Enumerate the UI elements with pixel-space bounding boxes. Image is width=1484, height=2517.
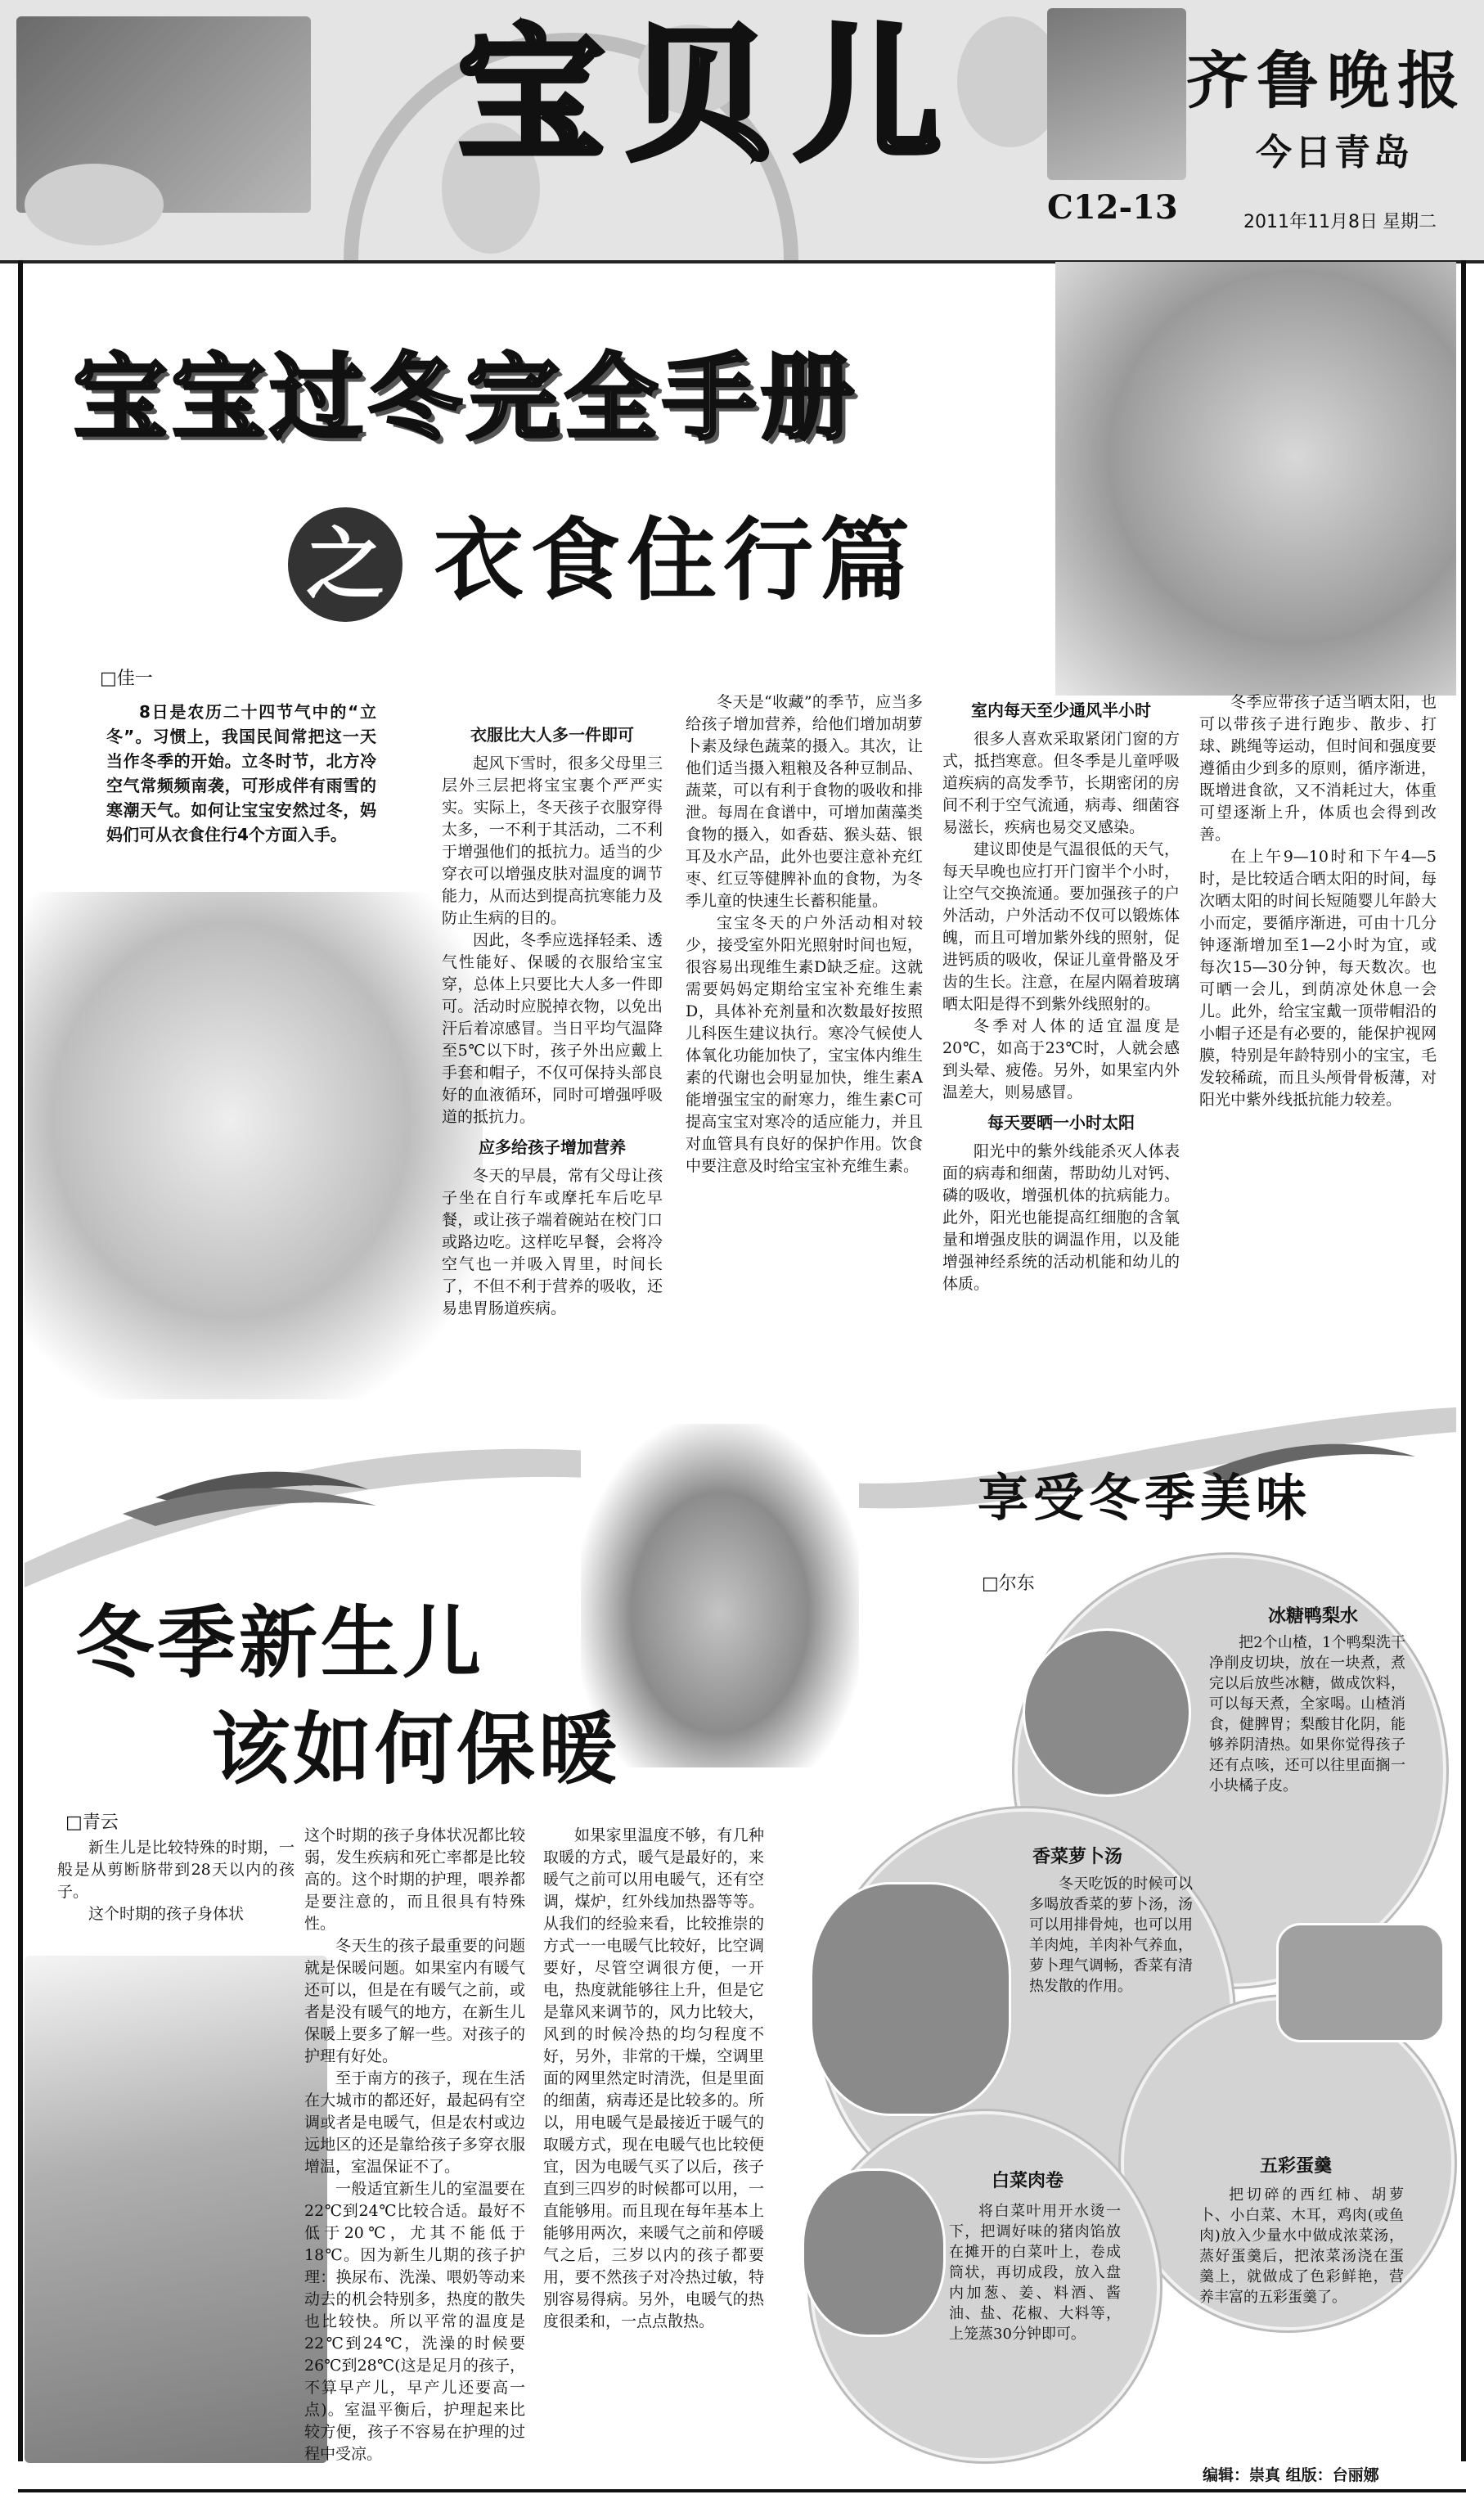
recipe3-title: 五彩蛋羹 bbox=[1260, 2156, 1333, 2177]
article1-column1 bbox=[442, 716, 663, 1320]
article3-byline: □尔东 bbox=[982, 1574, 1035, 1594]
recipe3-text-body: 把切碎的西红柿、胡萝卜、小白菜、木耳，鸡肉(或鱼肉)放入少量水中做成浓菜汤，蒸好蛋羹后，把浓菜汤浇在蛋羹上，就做成了色彩鲜艳，营养丰富的五彩蛋羹了。 bbox=[1199, 2186, 1404, 2306]
article2-column1 bbox=[57, 1837, 295, 1925]
article2-p5: 一般适宜新生儿的室温要在22℃到24℃比较合适。最好不低于20℃，尤其不能低于18℃。因为新生儿期的孩子护理：换尿布、洗澡、喂奶等动来动去的机会特别多，热度的散失也比较快。所以平常的温度是22℃到24℃，洗澡的时候要26℃到28℃(这是足月的孩子，不算早产儿，早产儿还要高一点)。室温平衡后，护理起来比较方便，孩子不容易在护理的过程中受凉。 bbox=[304, 2180, 525, 2463]
article1-column2 bbox=[686, 691, 923, 1177]
editors-credit: 编辑：崇真 组版：台丽娜 bbox=[1203, 2466, 1379, 2484]
article2-p1: 新生儿是比较特殊的时期，一般是从剪断脐带到28天以内的孩子。 bbox=[57, 1839, 295, 1901]
page-code: C12-13 bbox=[1047, 188, 1178, 227]
article2-headline-line2: 该如何保暖 bbox=[211, 1704, 620, 1795]
radish-soup-photo bbox=[810, 1882, 1011, 2116]
recipe2-text-body: 冬天吃饭的时候可以多喝放香菜的萝卜汤，汤可以用排骨炖，也可以用羊肉炖，羊肉补气养血，萝卜理气调畅，香菜有清热发散的作用。 bbox=[1029, 1875, 1193, 1995]
article1-sec3-p2: 建议即使是气温很低的天气，每天早晚也应打开门窗半个小时，让空气交换流通。要加强孩子的户外活动，户外活动不仅可以锻炼体魄，而且可增加紫外线的照射，促进钙质的吸收，保证儿童骨骼及牙齿的生长。注意，在屋内隔着玻璃晒太阳是得不到紫外线照射的。 bbox=[942, 840, 1180, 1013]
article1-sec2-title: 应多给孩子增加营养 bbox=[479, 1137, 626, 1157]
article2-byline: □青云 bbox=[65, 1812, 119, 1833]
cabbage-roll-photo bbox=[802, 2168, 946, 2337]
pear-soup-photo bbox=[1023, 1628, 1191, 1797]
article1-byline: □佳一 bbox=[100, 669, 153, 689]
article1-sec1-p1: 起风下雪时，很多父母里三层外三层把将宝宝裹个严严实实。实际上，冬天孩子衣服穿得太多，一不利于其活动，二不利于增强他们的抵抗力。适当的少穿衣可以增强皮肤对温度的调节能力，从而达到提高抗寒能力及防止生病的目的。 bbox=[442, 754, 663, 927]
article1-headline: 宝宝过冬完全手册 bbox=[74, 344, 860, 453]
recipe2-text bbox=[1029, 1874, 1193, 1997]
article2-headline-line1: 冬季新生儿 bbox=[75, 1597, 484, 1689]
article1-headline-connector: 之 bbox=[288, 507, 402, 622]
article1-sec1-p2: 因此，冬季应选择轻柔、透气性能好、保暖的衣服给宝宝穿，总体上只要比大人多一件即可。活动时应脱掉衣物，以免出汗后着凉感冒。当日平均气温降至5℃以下时，孩子外出应戴上手套和帽子，不仅可保持头部良好的血液循环，同时可增强呼吸道的抵抗力。 bbox=[442, 931, 663, 1126]
recipe1-title: 冰糖鸭梨水 bbox=[1268, 1606, 1359, 1627]
article2-p4: 至于南方的孩子，现在生活在大城市的都还好，最起码有空调或者是电暖气，但是农村或边远地区的还是靠给孩子多穿衣服增温，室温保证不了。 bbox=[304, 2069, 525, 2176]
issue-weekday: 星期二 bbox=[1383, 212, 1437, 232]
right-page-rule bbox=[1461, 260, 1466, 2461]
edition-name: 今日青岛 bbox=[1256, 132, 1413, 173]
article2-column3 bbox=[543, 1825, 764, 2333]
article1-sec3-p3: 冬季对人体的适宜温度是20℃，如高于23℃时，人就会感到头晕、疲倦。另外，如果室内外温差大，则易感冒。 bbox=[942, 1017, 1180, 1101]
article2-p3: 冬天生的孩子最重要的问题就是保暖问题。如果室内有暖气还可以，但是在有暖气之前，或者是没有暖气的地方，在新生儿保暖上要多了解一些。对孩子的护理有好处。 bbox=[304, 1937, 525, 2065]
article2-p2-start: 这个时期的孩子身体状 bbox=[88, 1905, 245, 1923]
article1-headline-sub: 衣食住行篇 bbox=[434, 508, 916, 613]
bottom-rule bbox=[18, 2489, 1466, 2492]
article1-lead bbox=[106, 700, 376, 847]
article1-sec2-p3: 宝宝冬天的户外活动相对较少，接受室外阳光照射时间也短，很容易出现维生素D缺乏症。这就需要妈妈定期给宝宝补充维生素D，具体补充剂量和次数最好按照儿科医生建议执行。寒冷气候使人体氧化功能加快了，宝宝体内维生素的代谢也会明显加快，维生素A能增强宝宝的耐寒力，维生素C可提高宝宝对寒冷的适应能力，并且对血管具有良好的保护作用。饮食中要注意及时给宝宝补充维生素。 bbox=[686, 914, 923, 1175]
article1-sec2-p2: 冬天是“收藏”的季节，应当多给孩子增加营养，给他们增加胡萝卜素及绿色蔬菜的摄入。其次，让他们适当摄入粗粮及各种豆制品、蔬菜，可以有利于食物的吸收和排泄。每周在食谱中，可增加菌藻类食物的摄入，如香菇、猴头菇、银耳及水产品，此外也要注意补充红枣、红豆等健脾补血的食物，为冬季儿童的快速生长蓄积能量。 bbox=[686, 693, 923, 910]
article1-sec2-p1: 冬天的早晨，常有父母让孩子坐在自行车或摩托车后吃早餐，或让孩子端着碗站在校门口或路边吃。这样吃早餐，会将冷空气也一并吸入胃里，时间长了，不但不利于营养的吸收，还易患胃肠道疾病。 bbox=[442, 1167, 663, 1317]
article1-sec4-p3: 在上午9—10时和下午4—5时，是比较适合晒太阳的时间，每次晒太阳的时间长短随婴儿年龄大小而定，要循序渐进，可由十几分钟逐渐增加至1—2小时为宜，或每次15—30分钟，每天数次。也可晒一会儿，到荫凉处休息一会儿。此外，给宝宝戴一顶带帽沿的小帽子还是有必要的，能保护视网膜，特别是年龄特别小的宝宝，毛发较稀疏，而且头颅骨骨板薄，对阳光中紫外线抵抗能力较差。 bbox=[1199, 848, 1437, 1109]
toddler-photo bbox=[1047, 8, 1186, 180]
newspaper-name: 齐鲁晚报 bbox=[1186, 44, 1468, 117]
article1-sec4-p2: 冬季应带孩子适当晒太阳，也可以带孩子进行跑步、散步、打球、跳绳等运动，但时间和强度要遵循由少到多的原则，循序渐进，既增进食欲，又不消耗过大，体重可望逐渐上升，体质也会得到改善。 bbox=[1199, 693, 1437, 844]
recipe4-title: 白菜肉卷 bbox=[992, 2171, 1064, 2191]
article1-sec1-title: 衣服比大人多一件即可 bbox=[470, 725, 634, 745]
egg-custard-photo bbox=[1276, 1923, 1445, 2042]
article1-sec4-title: 每天要晒一小时太阳 bbox=[987, 1113, 1135, 1132]
article1-sec3-p1: 很多人喜欢采取紧闭门窗的方式，抵挡寒意。但冬季是儿童呼吸道疾病的高发季节，长期密闭的房间不利于空气流通，病毒、细菌容易滋长，疾病也易交叉感染。 bbox=[942, 730, 1180, 836]
toddler-with-toy-photo bbox=[25, 892, 483, 1399]
recipe1-text bbox=[1209, 1632, 1405, 1796]
article1-column3 bbox=[942, 691, 1180, 1295]
article1-lead-text: 8日是农历二十四节气中的“立冬”。习惯上，我国民间常把这一天当作冬季的开始。立冬时节，北方冷空气常频频南袭，可形成伴有雨雪的寒潮天气。如何让宝宝安然过冬，妈妈们可从衣食住行4个方面入手。 bbox=[106, 702, 376, 844]
article2-p6: 如果家里温度不够，有几种取暖的方式，暖气是最好的，来暖气之前可以用电暖气，还有空调，煤炉，红外线加热器等等。从我们的经验来看，比较推崇的方式一一电暖气比较好，比空调要好，尽管空调很方便，一开电，热度就能够往上升，但是它是靠风来调节的，风力比较大，风到的时候冷热的均匀程度不好，另外，非常的干燥，空调里面的网里然定时清洗，但是里面的细菌，病毒还是比较多的。所以，用电暖气是最接近于暖气的取暖方式，现在电暖气也比较便宜，因为电暖气买了以后，孩子直到三四岁的时候都可以用，一直能够用。而且现在每年基本上能够用两次，来暖气之前和停暖气之后，三岁以内的孩子都要用，要不然孩子对冷热过敏，特别容易得病。另外，电暖气的热度很柔和，一点点散热。 bbox=[543, 1826, 764, 2330]
smiling-girl-photo bbox=[1055, 262, 1456, 696]
recipe3-text bbox=[1199, 2185, 1404, 2308]
recipe1-text-body: 把2个山楂，1个鸭梨洗干净削皮切块，放在一块煮，煮完以后放些冰糖，做成饮料，可以每天煮，全家喝。山楂消食，健脾胃；梨酸甘化阴，能够养阴清热。如果你觉得孩子还有点咳，还可以往里面搁一小块橘子皮。 bbox=[1209, 1634, 1405, 1794]
article2-p2: 这个时期的孩子身体状况都比较弱，发生疾病和死亡率都是比较高的。这个时期的护理，喂养都是要注意的，而且很具有特殊性。 bbox=[304, 1826, 525, 1933]
masthead bbox=[0, 0, 1484, 263]
article1-sec4-p1: 阳光中的紫外线能杀灭人体表面的病毒和细菌，帮助幼儿对钙、磷的吸收，增强机体的抗病能力。此外，阳光也能提高红细胞的含氧量和增强皮肤的调温作用，以及能增强神经系统的活动机能和幼儿的体质。 bbox=[942, 1142, 1180, 1293]
section-title: 宝贝儿 bbox=[458, 11, 964, 180]
article1-sec3-title: 室内每天至少通风半小时 bbox=[971, 700, 1151, 720]
mother-holding-baby-photo bbox=[25, 1956, 327, 2463]
recipe4-text bbox=[949, 2201, 1121, 2344]
recipe2-title: 香菜萝卜汤 bbox=[1032, 1847, 1123, 1867]
article1-column4 bbox=[1199, 691, 1437, 1111]
sleeping-baby-photo bbox=[581, 1424, 859, 1767]
smurf-car-illustration bbox=[25, 164, 164, 245]
issue-date: 2011年11月8日 bbox=[1243, 212, 1378, 232]
recipe4-text-body: 将白菜叶用开水烫一下，把调好味的猪肉馅放在摊开的白菜叶上，卷成筒状，再切成段，放入盘内加葱、姜、料酒、酱油、盐、花椒、大料等，上笼蒸30分钟即可。 bbox=[949, 2203, 1121, 2343]
article3-headline: 享受冬季美味 bbox=[978, 1468, 1312, 1528]
article2-column2 bbox=[304, 1825, 525, 2465]
left-page-rule bbox=[18, 260, 23, 2461]
